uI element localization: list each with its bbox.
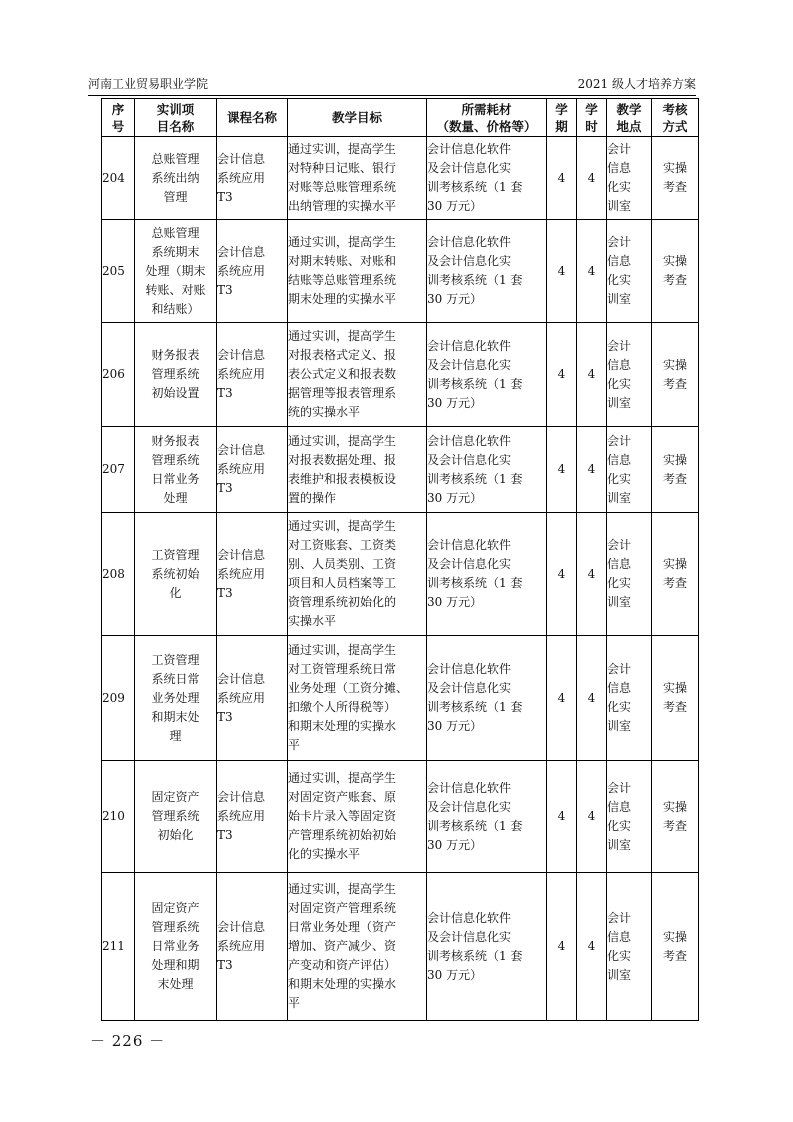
cell-materials: 会计信息化软件 及会计信息化实 训考核系统（1 套 30 万元） [427, 873, 547, 1021]
table-row [102, 513, 699, 636]
cell-teaching-goal: 通过实训，提高学生 对期末转账、对账和 结账等总账管理系统 期末处理的实操水平 [288, 220, 427, 323]
cell-hours: 4 [577, 220, 607, 323]
cell-teaching-goal: 通过实训，提高学生 对报表格式定义、报 表公式定义和报表数 据管理等报表管理系 统的实操水平 [288, 323, 427, 427]
cell-no: 211 [102, 873, 135, 1021]
cell-teaching-goal: 通过实训，提高学生 对固定资产管理系统 日常业务处理（资产 增加、资产减少、资 产变动和资产评估） 和期末处理的实操水 平 [288, 873, 427, 1021]
page-header [88, 74, 696, 94]
cell-course-name: 会计信息 系统应用 T3 [217, 220, 288, 323]
cell-no: 206 [102, 323, 135, 427]
table-row [102, 873, 699, 1021]
cell-materials: 会计信息化软件 及会计信息化实 训考核系统（1 套 30 万元） [427, 513, 547, 636]
cell-course-name: 会计信息 系统应用 T3 [217, 761, 288, 873]
cell-hours: 4 [577, 323, 607, 427]
cell-assessment: 实操 考查 [652, 137, 699, 220]
cell-assessment: 实操 考查 [652, 427, 699, 513]
col-header-materials: 所需耗材 （数量、价格等） [427, 99, 547, 137]
header-school-name: 河南工业贸易职业学院 [88, 77, 209, 91]
col-header-assessment: 考核 方式 [652, 99, 699, 137]
cell-project-name: 财务报表 管理系统 日常业务 处理 [135, 427, 217, 513]
cell-materials: 会计信息化软件 及会计信息化实 训考核系统（1 套 30 万元） [427, 761, 547, 873]
cell-teaching-goal: 通过实训，提高学生 对固定资产账套、原 始卡片录入等固定资 产管理系统初始初始 化的实操水平 [288, 761, 427, 873]
cell-project-name: 财务报表 管理系统 初始设置 [135, 323, 217, 427]
cell-assessment: 实操 考查 [652, 636, 699, 761]
cell-semester: 4 [547, 513, 577, 636]
cell-no: 208 [102, 513, 135, 636]
cell-no: 204 [102, 137, 135, 220]
table-row [102, 137, 699, 220]
cell-project-name: 工资管理 系统初始 化 [135, 513, 217, 636]
cell-semester: 4 [547, 427, 577, 513]
header-divider [88, 95, 696, 96]
cell-location: 会计 信息 化实 训室 [607, 761, 652, 873]
cell-location: 会计 信息 化实 训室 [607, 137, 652, 220]
cell-project-name: 总账管理 系统出纳 管理 [135, 137, 217, 220]
cell-hours: 4 [577, 513, 607, 636]
cell-location: 会计 信息 化实 训室 [607, 427, 652, 513]
cell-hours: 4 [577, 427, 607, 513]
col-header-teaching-goal: 教学目标 [288, 99, 427, 137]
col-header-hours: 学 时 [577, 99, 607, 137]
col-header-location: 教学 地点 [607, 99, 652, 137]
page-number: － 226 － [90, 1032, 166, 1050]
cell-materials: 会计信息化软件 及会计信息化实 训考核系统（1 套 30 万元） [427, 636, 547, 761]
table-row [102, 636, 699, 761]
cell-no: 209 [102, 636, 135, 761]
cell-hours: 4 [577, 873, 607, 1021]
cell-materials: 会计信息化软件 及会计信息化实 训考核系统（1 套 30 万元） [427, 137, 547, 220]
table-row [102, 427, 699, 513]
cell-semester: 4 [547, 323, 577, 427]
col-header-no: 序 号 [102, 99, 135, 137]
cell-assessment: 实操 考查 [652, 873, 699, 1021]
cell-location: 会计 信息 化实 训室 [607, 873, 652, 1021]
cell-teaching-goal: 通过实训，提高学生 对报表数据处理、报 表维护和报表模板设 置的操作 [288, 427, 427, 513]
cell-course-name: 会计信息 系统应用 T3 [217, 636, 288, 761]
cell-teaching-goal: 通过实训，提高学生 对特种日记账、银行 对账等总账管理系统 出纳管理的实操水平 [288, 137, 427, 220]
cell-course-name: 会计信息 系统应用 T3 [217, 513, 288, 636]
cell-course-name: 会计信息 系统应用 T3 [217, 427, 288, 513]
cell-location: 会计 信息 化实 训室 [607, 636, 652, 761]
cell-hours: 4 [577, 137, 607, 220]
cell-teaching-goal: 通过实训，提高学生 对工资管理系统日常 业务处理（工资分摊、 扣缴个人所得税等） 和期末处理的实操水 平 [288, 636, 427, 761]
table-header-row [102, 99, 699, 137]
col-header-project-name: 实训项 目名称 [135, 99, 217, 137]
cell-assessment: 实操 考查 [652, 761, 699, 873]
cell-location: 会计 信息 化实 训室 [607, 513, 652, 636]
header-document-title: 2021 级人才培养方案 [577, 77, 696, 91]
cell-semester: 4 [547, 220, 577, 323]
cell-materials: 会计信息化软件 及会计信息化实 训考核系统（1 套 30 万元） [427, 323, 547, 427]
cell-project-name: 工资管理 系统日常 业务处理 和期末处 理 [135, 636, 217, 761]
cell-no: 205 [102, 220, 135, 323]
cell-hours: 4 [577, 761, 607, 873]
cell-semester: 4 [547, 873, 577, 1021]
cell-assessment: 实操 考查 [652, 513, 699, 636]
cell-course-name: 会计信息 系统应用 T3 [217, 323, 288, 427]
col-header-course-name: 课程名称 [217, 99, 288, 137]
cell-project-name: 总账管理 系统期末 处理（期末 转账、对账 和结账） [135, 220, 217, 323]
training-projects-table [101, 98, 699, 1021]
cell-project-name: 固定资产 管理系统 日常业务 处理和期 末处理 [135, 873, 217, 1021]
cell-materials: 会计信息化软件 及会计信息化实 训考核系统（1 套 30 万元） [427, 427, 547, 513]
cell-no: 210 [102, 761, 135, 873]
table-row [102, 323, 699, 427]
cell-materials: 会计信息化软件 及会计信息化实 训考核系统（1 套 30 万元） [427, 220, 547, 323]
cell-semester: 4 [547, 137, 577, 220]
cell-semester: 4 [547, 636, 577, 761]
cell-no: 207 [102, 427, 135, 513]
cell-hours: 4 [577, 636, 607, 761]
cell-assessment: 实操 考查 [652, 220, 699, 323]
col-header-semester: 学 期 [547, 99, 577, 137]
cell-course-name: 会计信息 系统应用 T3 [217, 137, 288, 220]
cell-location: 会计 信息 化实 训室 [607, 323, 652, 427]
table-row [102, 220, 699, 323]
cell-course-name: 会计信息 系统应用 T3 [217, 873, 288, 1021]
cell-location: 会计 信息 化实 训室 [607, 220, 652, 323]
cell-assessment: 实操 考查 [652, 323, 699, 427]
cell-project-name: 固定资产 管理系统 初始化 [135, 761, 217, 873]
table-row [102, 761, 699, 873]
cell-teaching-goal: 通过实训，提高学生 对工资账套、工资类 别、人员类别、工资 项目和人员档案等工 资管理系统初始化的 实操水平 [288, 513, 427, 636]
cell-semester: 4 [547, 761, 577, 873]
